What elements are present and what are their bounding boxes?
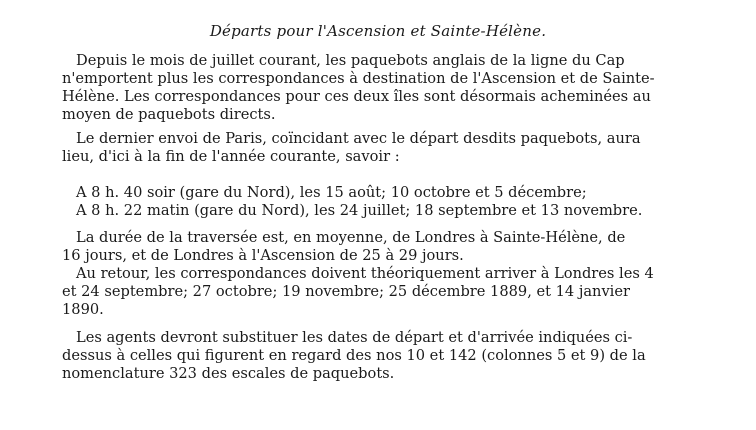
- paragraph-last-dispatch: [62, 130, 694, 166]
- paragraph-agents-instructions: [62, 329, 694, 383]
- text-line: Les agents devront substituer les dates de départ et d'arrivée indiquées ci-: [76, 329, 633, 346]
- schedule-line: A 8 h. 40 soir (gare du Nord), les 15 août; 10 octobre et 5 décembre;: [76, 184, 587, 201]
- paragraph-return-dates: [62, 265, 694, 319]
- text-line: lieu, d'ici à la fin de l'année courante, savoir :: [62, 148, 400, 165]
- paragraph-crossing-duration: [62, 229, 694, 265]
- text-line: Hélène. Les correspondances pour ces deux îles sont désormais acheminées au: [62, 88, 651, 105]
- text-line: moyen de paquebots directs.: [62, 106, 276, 123]
- text-line: La durée de la traversée est, en moyenne, de Londres à Sainte-Hélène, de: [76, 229, 626, 246]
- paragraph-cap-line: [62, 52, 694, 124]
- text-line: 1890.: [62, 301, 104, 318]
- text-line: dessus à celles qui figurent en regard des nos 10 et 142 (colonnes 5 et 9) de la: [62, 347, 646, 364]
- text-line: et 24 septembre; 27 octobre; 19 novembre; 25 décembre 1889, et 14 janvier: [62, 283, 630, 300]
- text-line: nomenclature 323 des escales de paquebots.: [62, 365, 395, 382]
- departure-schedule: [62, 184, 694, 220]
- text-line: Depuis le mois de juillet courant, les paquebots anglais de la ligne du Cap: [76, 52, 625, 69]
- schedule-line: A 8 h. 22 matin (gare du Nord), les 24 juillet; 18 septembre et 13 novembre.: [76, 202, 643, 219]
- text-line: Au retour, les correspondances doivent théoriquement arriver à Londres les 4: [76, 265, 654, 282]
- document-title: Départs pour l'Ascension et Sainte-Hélène.: [209, 22, 547, 40]
- text-line: 16 jours, et de Londres à l'Ascension de 25 à 29 jours.: [62, 247, 464, 264]
- text-line: Le dernier envoi de Paris, coïncidant avec le départ desdits paquebots, aura: [76, 130, 641, 147]
- text-line: n'emportent plus les correspondances à destination de l'Ascension et de Sainte-: [62, 70, 655, 87]
